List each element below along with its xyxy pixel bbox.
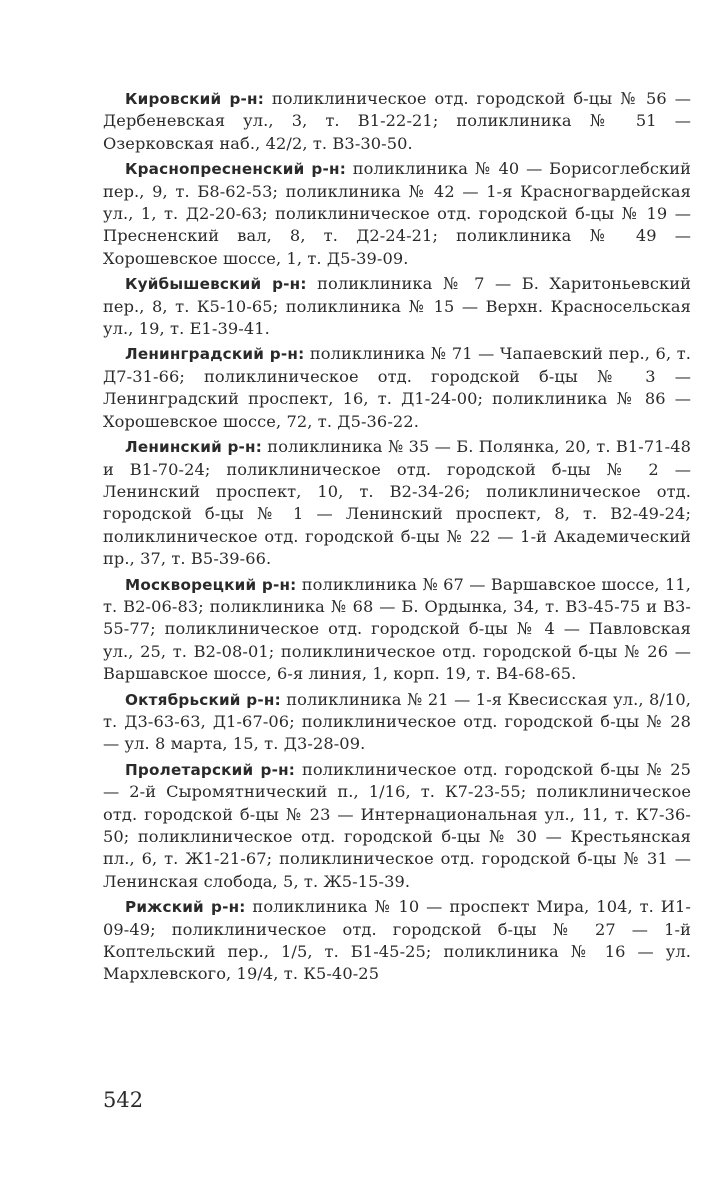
district-name: Пролетарский р-н: (125, 760, 296, 779)
district-entry-moskvoretsky (103, 574, 691, 686)
district-entry-proletarsky (103, 759, 691, 893)
district-name: Краснопресненский р-н: (125, 160, 346, 179)
district-name: Куйбышевский р-н: (125, 275, 307, 294)
page-body (103, 88, 691, 989)
district-text: поликлиническое отд. городской б-цы № 56 — Дербеневская ул., 3, т. В1-22-21; поликлиника № 51 — Озерковская наб., 42/2, т. В3-30-50. (103, 89, 691, 153)
district-text: поликлиника № 71 — Чапаевский пер., 6, т. Д7-31-66; поликлиническое отд. городской б-цы № 3 — Ленинградский проспект, 16, т. Д1-24-00; поликлиника № 86 — Хорошевское шоссе, 72, т. Д5-36-22. (103, 344, 691, 431)
district-entry-leninsky (103, 436, 691, 570)
district-text: поликлиника № 10 — проспект Мира, 104, т. И1-09-49; поликлиническое отд. городской б-цы № 27 — 1-й Коптельский пер., 1/5, т. Б1-45-25; поликлиника № 16 — ул. Мархлевского, 19/4, т. К5-40-25 (103, 897, 691, 984)
district-name: Кировский р-н: (125, 90, 265, 108)
district-name: Рижский р-н: (125, 898, 246, 917)
district-name: Ленинский р-н: (125, 438, 263, 457)
district-name: Октябрьский р-н: (125, 690, 281, 709)
district-text: поликлиника № 40 — Борисоглебский пер., 9, т. Б8-62-53; поликлиника № 42 — 1-я Красногвардейская ул., 1, т. Д2-20-63; поликлиническое отд. городской б-цы № 19 — Пресненский вал, 8, т. Д2-24-21; поликлиника № 49 — Хорошевское шоссе, 1, т. Д5-39-09. (103, 159, 691, 268)
district-text: поликлиника № 7 — Б. Харитоньевский пер., 8, т. К5-10-65; поликлиника № 15 — Верхн. Красносельская ул., 19, т. Е1-39-41. (103, 274, 692, 339)
district-entry-krasnopresnensky (103, 158, 691, 270)
district-name: Ленинградский р-н: (125, 345, 305, 364)
district-text: поликлиника № 21 — 1-я Квесисская ул., 8/10, т. Д3-63-63, Д1-67-06; поликлиническое отд. городской б-цы № 28 — ул. 8 марта, 15, т. Д3-28-09. (103, 689, 691, 754)
district-text: поликлиника № 67 — Варшавское шоссе, 11, т. В2-06-83; поликлиника № 68 — Б. Ордынка, 34, т. В3-45-75 и В3-55-77; поликлиническое отд. городской б-цы № 4 — Павловская ул., 25, т. В2-08-01; поликлиническое отд. городской б-цы № 26 — Варшавское шоссе, 6-я линия, 1, корп. 19, т. В4-68-65. (103, 574, 691, 684)
district-text: поликлиника № 35 — Б. Полянка, 20, т. В1-71-48 и В1-70-24; поликлиническое отд. городской б-цы № 2 — Ленинский проспект, 10, т. В2-34-26; поликлиническое отд. городской б-цы № 1 — Ленинский проспект, 8, т. В2-49-24; поликлиническое отд. городской б-цы № 22 — 1-й Академический пр., 37, т. В5-39-66. (103, 437, 692, 569)
district-entry-rizhsky (103, 896, 691, 986)
district-entry-kuibyshevsky (103, 273, 691, 340)
district-entry-kirovsky (103, 88, 691, 155)
district-text: поликлиническое отд. городской б-цы № 25 — 2-й Сыромятнический п., 1/16, т. К7-23-55; поликлиническое отд. городской б-цы № 23 — Интернациональная ул., 11, т. К7-36-50; поликлиническое отд. городской б-цы № 30 — Крестьянская пл., 6, т. Ж1-21-67; поликлиническое отд. городской б-цы № 31 — Ленинская слобода, 5, т. Ж5-15-39. (103, 759, 691, 891)
district-name: Москворецкий р-н: (125, 575, 297, 594)
page-number: 542 (103, 1088, 144, 1112)
district-entry-leningradsky (103, 343, 691, 433)
district-entry-oktyabrsky (103, 689, 691, 756)
